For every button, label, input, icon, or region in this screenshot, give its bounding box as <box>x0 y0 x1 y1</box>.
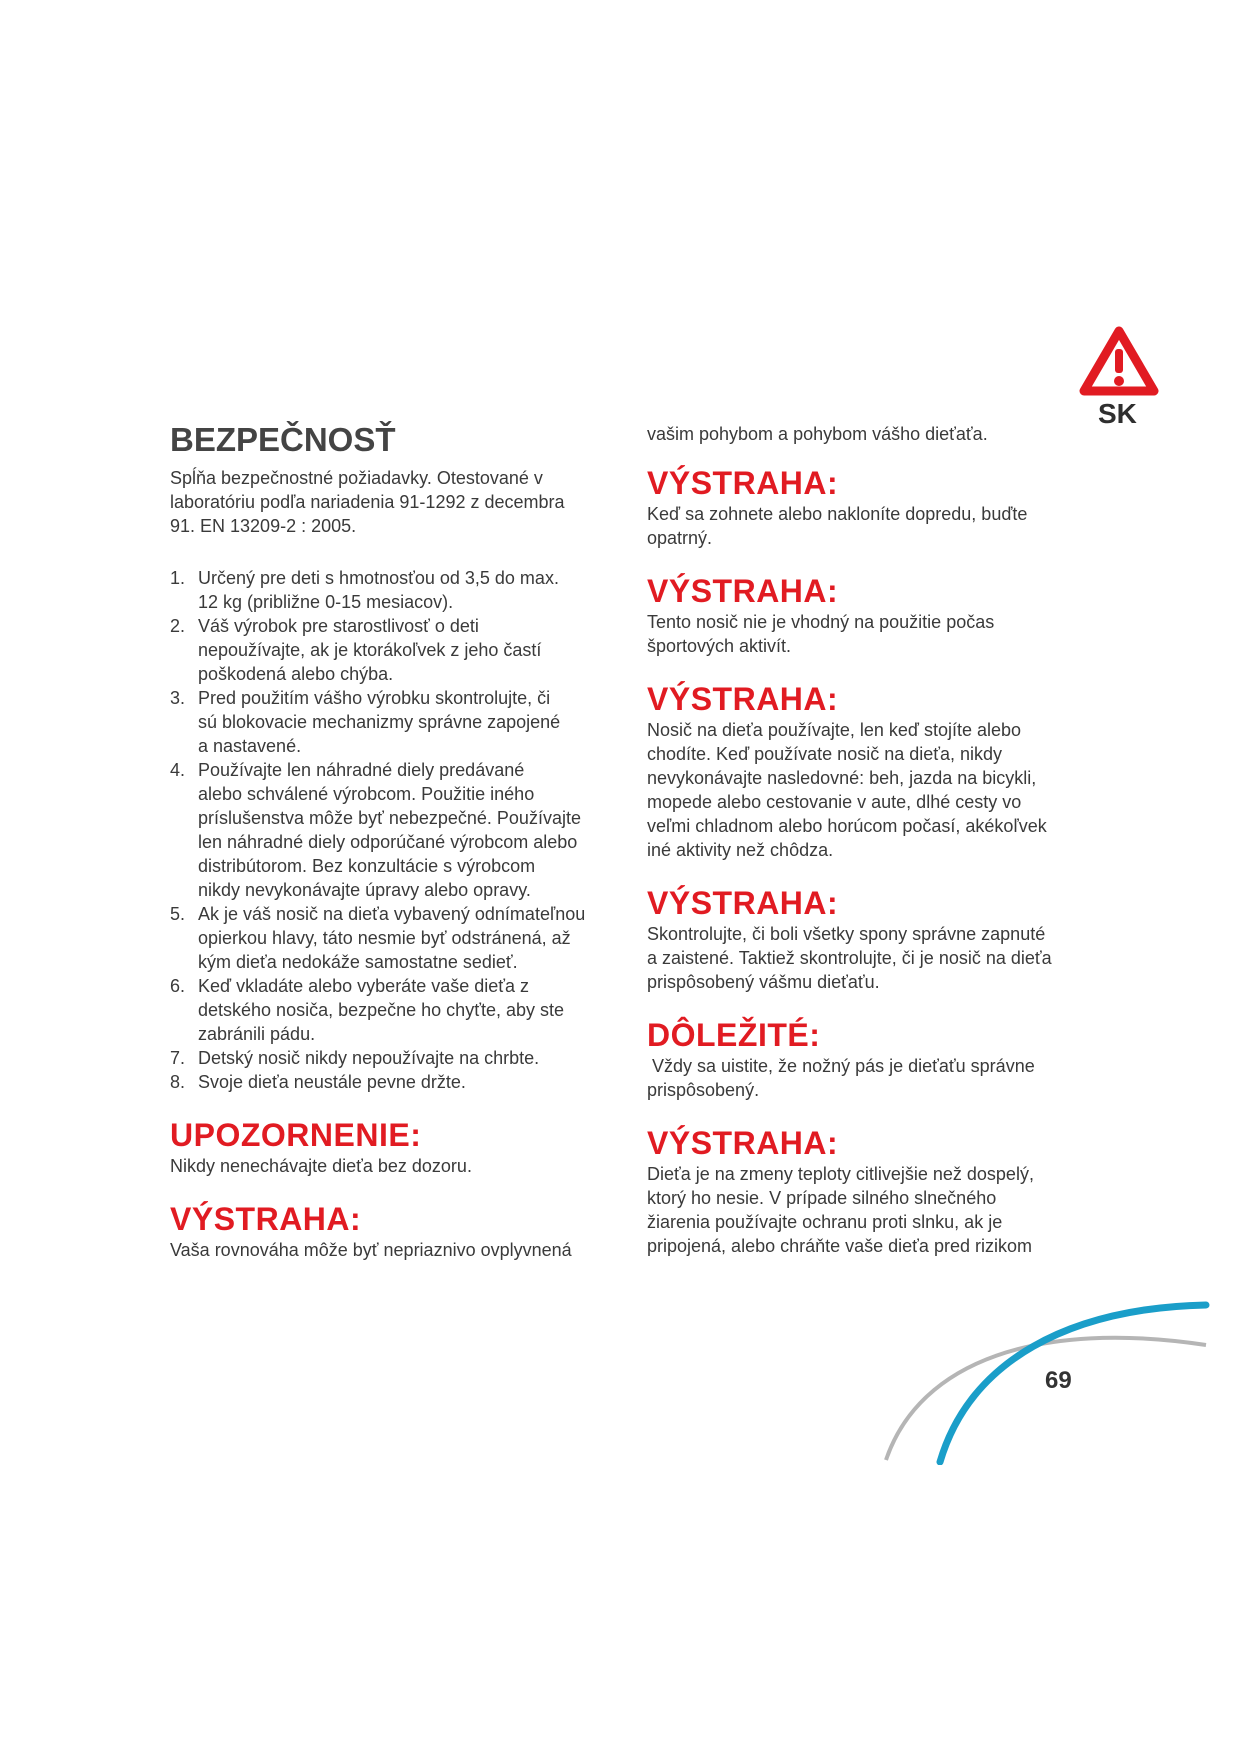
warning-text: veľmi chladnom alebo horúcom počasí, akékoľvek <box>647 816 1047 836</box>
intro-line: Spĺňa bezpečnostné požiadavky. Otestované v <box>170 468 543 488</box>
warning-text: žiarenia používajte ochranu proti slnku, ak je <box>647 1212 1003 1232</box>
warning-heading: VÝSTRAHA: <box>647 885 839 921</box>
list-item: 1. Určený pre deti s hmotnosťou od 3,5 do max. 12 kg (približne 0-15 mesiacov). <box>170 568 559 612</box>
left-column <box>170 420 630 1262</box>
page-number: 69 <box>1045 1367 1072 1394</box>
warning-text: nevykonávajte nasledovné: beh, jazda na bicykli, <box>647 768 1037 788</box>
notice-text: Nikdy nenechávajte dieťa bez dozoru. <box>170 1156 472 1176</box>
warning-text: prispôsobený vášmu dieťaťu. <box>647 972 880 992</box>
page-title: BEZPEČNOSŤ <box>170 421 396 458</box>
list-item: 8. Svoje dieťa neustále pevne držte. <box>170 1072 466 1092</box>
warning-text: iné aktivity než chôdza. <box>647 840 834 860</box>
warning-heading: VÝSTRAHA: <box>647 465 839 501</box>
list-item: 5. Ak je váš nosič na dieťa vybavený odnímateľnou opierkou hlavy, táto nesmie byť odstránená, až kým dieťa nedokáže samostatne sedieť. <box>170 904 586 972</box>
language-code: SK <box>1098 398 1137 429</box>
warning-text: Vaša rovnováha môže byť nepriaznivo ovplyvnená <box>170 1240 572 1260</box>
list-item: 7. Detský nosič nikdy nepoužívajte na chrbte. <box>170 1048 540 1068</box>
important-text: prispôsobený. <box>647 1080 760 1100</box>
warning-text: chodíte. Keď používate nosič na dieťa, nikdy <box>647 744 1003 764</box>
warning-text: pripojená, alebo chráňte vaše dieťa pred rizikom <box>647 1236 1032 1256</box>
intro-paragraph <box>170 466 630 538</box>
warning-triangle-icon <box>1078 325 1160 399</box>
warning-heading: VÝSTRAHA: <box>647 573 839 609</box>
warning-heading: VÝSTRAHA: <box>170 1201 362 1237</box>
continuation-text: vašim pohybom a pohybom vášho dieťaťa. <box>647 424 988 444</box>
warning-text: Tento nosič nie je vhodný na použitie počas <box>647 612 995 632</box>
warning-text: mopede alebo cestovanie v aute, dlhé cesty vo <box>647 792 1022 812</box>
right-column <box>647 422 1092 1258</box>
important-text: Vždy sa uistite, že nožný pás je dieťaťu správne <box>647 1056 1035 1076</box>
warning-text: Nosič na dieťa používajte, len keď stojíte alebo <box>647 720 1022 740</box>
intro-line: laboratóriu podľa nariadenia 91-1292 z decembra <box>170 492 565 512</box>
safety-list <box>170 566 630 1094</box>
important-heading: DÔLEŽITÉ: <box>647 1017 821 1053</box>
warning-text: Skontrolujte, či boli všetky spony správne zapnuté <box>647 924 1046 944</box>
warning-text: ktorý ho nesie. V prípade silného slnečného <box>647 1188 997 1208</box>
warning-heading: VÝSTRAHA: <box>647 1125 839 1161</box>
list-item: 2. Váš výrobok pre starostlivosť o deti nepoužívajte, ak je ktorákoľvek z jeho častí poškodená alebo chýba. <box>170 616 542 684</box>
warning-heading: VÝSTRAHA: <box>647 681 839 717</box>
warning-text: Keď sa zohnete alebo nakloníte dopredu, buďte <box>647 504 1028 524</box>
list-item: 6. Keď vkladáte alebo vyberáte vaše dieťa z detského nosiča, bezpečne ho chyťte, aby ste zabránili pádu. <box>170 976 564 1044</box>
warning-text: Dieťa je na zmeny teploty citlivejšie než dospelý, <box>647 1164 1034 1184</box>
intro-line: 91. EN 13209-2 : 2005. <box>170 516 357 536</box>
warning-text: športových aktivít. <box>647 636 792 656</box>
warning-text: opatrný. <box>647 528 713 548</box>
list-item: 3. Pred použitím vášho výrobku skontrolujte, či sú blokovacie mechanizmy správne zapojené a nastavené. <box>170 688 561 756</box>
list-item: 4. Používajte len náhradné diely predávané alebo schválené výrobcom. Použitie iného príslušenstva môže byť nebezpečné. Používajte len náhradné diely odporúčané výrobcom alebo distribútorom. Bez konzultácie s výrobcom nikdy nevykonávajte úpravy alebo opravy. <box>170 760 581 900</box>
warning-text: a zaistené. Taktiež skontrolujte, či je nosič na dieťa <box>647 948 1052 968</box>
notice-heading: UPOZORNENIE: <box>170 1117 422 1153</box>
